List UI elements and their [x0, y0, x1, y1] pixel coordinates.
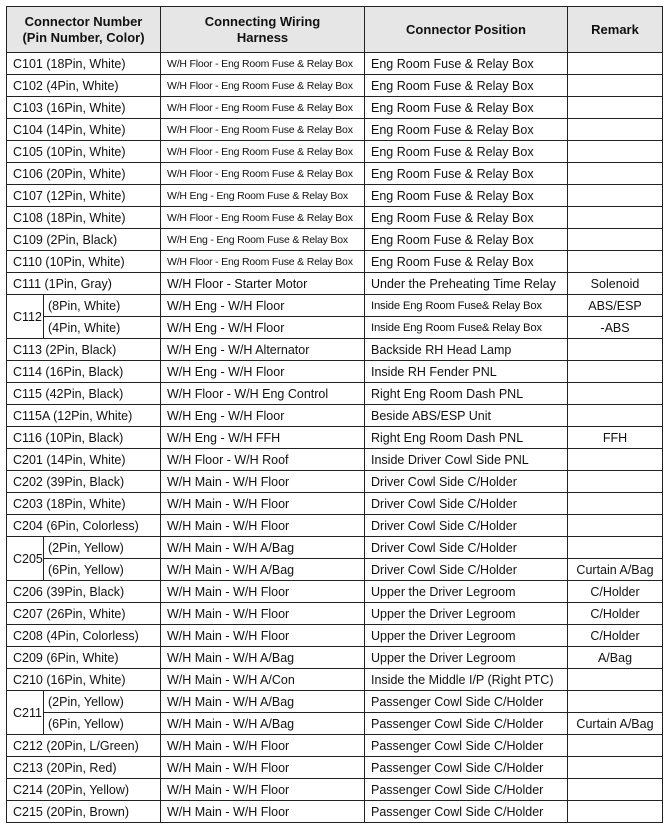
remark-cell — [568, 405, 663, 427]
harness-cell: W/H Floor - Eng Room Fuse & Relay Box — [161, 141, 365, 163]
connector-cell: C113 (2Pin, Black) — [7, 339, 161, 361]
table-row — [7, 757, 663, 779]
harness-cell: W/H Main - W/H A/Con — [161, 669, 365, 691]
table-row — [7, 801, 663, 823]
connector-cell: C111 (1Pin, Gray) — [7, 273, 161, 295]
harness-cell: W/H Floor - Eng Room Fuse & Relay Box — [161, 97, 365, 119]
connector-cell: C107 (12Pin, White) — [7, 185, 161, 207]
position-cell: Passenger Cowl Side C/Holder — [365, 713, 568, 735]
harness-cell: W/H Eng - W/H Alternator — [161, 339, 365, 361]
table-row — [7, 163, 663, 185]
harness-cell: W/H Floor - Eng Room Fuse & Relay Box — [161, 119, 365, 141]
table-row — [7, 339, 663, 361]
position-cell: Eng Room Fuse & Relay Box — [365, 53, 568, 75]
table-row — [7, 53, 663, 75]
table-row — [7, 449, 663, 471]
table-row — [7, 361, 663, 383]
position-cell: Inside Driver Cowl Side PNL — [365, 449, 568, 471]
harness-cell: W/H Main - W/H Floor — [161, 581, 365, 603]
remark-cell: C/Holder — [568, 625, 663, 647]
harness-cell: W/H Main - W/H Floor — [161, 515, 365, 537]
harness-cell: W/H Eng - W/H Floor — [161, 317, 365, 339]
remark-cell — [568, 757, 663, 779]
header-connector: Connector Number (Pin Number, Color) — [7, 7, 161, 53]
position-cell: Passenger Cowl Side C/Holder — [365, 801, 568, 823]
position-cell: Backside RH Head Lamp — [365, 339, 568, 361]
header-remark: Remark — [568, 7, 663, 53]
table-row — [7, 119, 663, 141]
position-cell: Passenger Cowl Side C/Holder — [365, 757, 568, 779]
harness-cell: W/H Eng - W/H Floor — [161, 295, 365, 317]
table-row — [7, 515, 663, 537]
table-row — [7, 383, 663, 405]
harness-cell: W/H Main - W/H Floor — [161, 493, 365, 515]
table-row — [7, 603, 663, 625]
position-cell: Right Eng Room Dash PNL — [365, 383, 568, 405]
remark-cell — [568, 537, 663, 559]
harness-cell: W/H Floor - Eng Room Fuse & Relay Box — [161, 207, 365, 229]
harness-cell: W/H Floor - W/H Eng Control — [161, 383, 365, 405]
connector-cell: C215 (20Pin, Brown) — [7, 801, 161, 823]
connector-cell: C116 (10Pin, Black) — [7, 427, 161, 449]
remark-cell — [568, 735, 663, 757]
connector-cell: C101 (18Pin, White) — [7, 53, 161, 75]
connector-cell: (6Pin, Yellow) — [44, 559, 161, 581]
connector-cell: C105 (10Pin, White) — [7, 141, 161, 163]
table-row — [7, 713, 663, 735]
remark-cell — [568, 251, 663, 273]
position-cell: Upper the Driver Legroom — [365, 603, 568, 625]
connector-cell: C110 (10Pin, White) — [7, 251, 161, 273]
remark-cell — [568, 97, 663, 119]
harness-cell: W/H Main - W/H Floor — [161, 735, 365, 757]
header-position: Connector Position — [365, 7, 568, 53]
table-row — [7, 493, 663, 515]
connector-cell: C115A (12Pin, White) — [7, 405, 161, 427]
remark-cell: A/Bag — [568, 647, 663, 669]
remark-cell — [568, 779, 663, 801]
table-row — [7, 229, 663, 251]
harness-cell: W/H Eng - W/H Floor — [161, 361, 365, 383]
connector-cell: C102 (4Pin, White) — [7, 75, 161, 97]
position-cell: Passenger Cowl Side C/Holder — [365, 735, 568, 757]
remark-cell — [568, 801, 663, 823]
position-cell: Inside the Middle I/P (Right PTC) — [365, 669, 568, 691]
connector-group-cell: C211 — [7, 691, 44, 735]
connector-cell: C202 (39Pin, Black) — [7, 471, 161, 493]
position-cell: Eng Room Fuse & Relay Box — [365, 185, 568, 207]
position-cell: Under the Preheating Time Relay — [365, 273, 568, 295]
table-row — [7, 691, 663, 713]
harness-cell: W/H Eng - Eng Room Fuse & Relay Box — [161, 185, 365, 207]
harness-cell: W/H Floor - Eng Room Fuse & Relay Box — [161, 75, 365, 97]
connector-cell: C214 (20Pin, Yellow) — [7, 779, 161, 801]
position-cell: Eng Room Fuse & Relay Box — [365, 229, 568, 251]
remark-cell — [568, 75, 663, 97]
harness-cell: W/H Main - W/H Floor — [161, 779, 365, 801]
table-row — [7, 405, 663, 427]
position-cell: Inside RH Fender PNL — [365, 361, 568, 383]
position-cell: Driver Cowl Side C/Holder — [365, 537, 568, 559]
position-cell: Upper the Driver Legroom — [365, 625, 568, 647]
table-row — [7, 207, 663, 229]
remark-cell: -ABS — [568, 317, 663, 339]
connector-cell: C204 (6Pin, Colorless) — [7, 515, 161, 537]
remark-cell — [568, 339, 663, 361]
remark-cell — [568, 207, 663, 229]
position-cell: Upper the Driver Legroom — [365, 647, 568, 669]
remark-cell — [568, 185, 663, 207]
table-row — [7, 471, 663, 493]
connector-cell: (4Pin, White) — [44, 317, 161, 339]
header-row — [7, 7, 663, 53]
table-row — [7, 251, 663, 273]
harness-cell: W/H Floor - Starter Motor — [161, 273, 365, 295]
connector-cell: C114 (16Pin, Black) — [7, 361, 161, 383]
harness-cell: W/H Floor - Eng Room Fuse & Relay Box — [161, 163, 365, 185]
remark-cell: Curtain A/Bag — [568, 559, 663, 581]
position-cell: Right Eng Room Dash PNL — [365, 427, 568, 449]
harness-cell: W/H Main - W/H Floor — [161, 801, 365, 823]
remark-cell — [568, 515, 663, 537]
harness-cell: W/H Main - W/H Floor — [161, 625, 365, 647]
harness-cell: W/H Eng - W/H Floor — [161, 405, 365, 427]
header-harness: Connecting Wiring Harness — [161, 7, 365, 53]
remark-cell — [568, 163, 663, 185]
remark-cell — [568, 383, 663, 405]
position-cell: Driver Cowl Side C/Holder — [365, 493, 568, 515]
position-cell: Inside Eng Room Fuse& Relay Box — [365, 317, 568, 339]
table-row — [7, 537, 663, 559]
position-cell: Eng Room Fuse & Relay Box — [365, 141, 568, 163]
position-cell: Passenger Cowl Side C/Holder — [365, 691, 568, 713]
connector-cell: C103 (16Pin, White) — [7, 97, 161, 119]
connector-cell: (2Pin, Yellow) — [44, 691, 161, 713]
position-cell: Eng Room Fuse & Relay Box — [365, 251, 568, 273]
harness-cell: W/H Main - W/H A/Bag — [161, 537, 365, 559]
connector-cell: C206 (39Pin, Black) — [7, 581, 161, 603]
remark-cell — [568, 229, 663, 251]
table-row — [7, 669, 663, 691]
connector-cell: C115 (42Pin, Black) — [7, 383, 161, 405]
position-cell: Eng Room Fuse & Relay Box — [365, 207, 568, 229]
table-row — [7, 317, 663, 339]
harness-cell: W/H Main - W/H Floor — [161, 471, 365, 493]
connector-cell: C210 (16Pin, White) — [7, 669, 161, 691]
position-cell: Driver Cowl Side C/Holder — [365, 471, 568, 493]
remark-cell — [568, 141, 663, 163]
harness-cell: W/H Main - W/H Floor — [161, 603, 365, 625]
position-cell: Eng Room Fuse & Relay Box — [365, 75, 568, 97]
remark-cell — [568, 471, 663, 493]
remark-cell: C/Holder — [568, 581, 663, 603]
harness-cell: W/H Floor - Eng Room Fuse & Relay Box — [161, 53, 365, 75]
table-row — [7, 581, 663, 603]
remark-cell: Curtain A/Bag — [568, 713, 663, 735]
position-cell: Eng Room Fuse & Relay Box — [365, 163, 568, 185]
connector-cell: C212 (20Pin, L/Green) — [7, 735, 161, 757]
connector-cell: C106 (20Pin, White) — [7, 163, 161, 185]
position-cell: Inside Eng Room Fuse& Relay Box — [365, 295, 568, 317]
table-row — [7, 647, 663, 669]
harness-cell: W/H Main - W/H Floor — [161, 757, 365, 779]
remark-cell — [568, 669, 663, 691]
table-row — [7, 427, 663, 449]
harness-cell: W/H Eng - Eng Room Fuse & Relay Box — [161, 229, 365, 251]
connector-table — [6, 6, 663, 823]
connector-cell: C203 (18Pin, White) — [7, 493, 161, 515]
table-row — [7, 141, 663, 163]
connector-cell: (2Pin, Yellow) — [44, 537, 161, 559]
connector-cell: C213 (20Pin, Red) — [7, 757, 161, 779]
remark-cell — [568, 53, 663, 75]
connector-cell: C108 (18Pin, White) — [7, 207, 161, 229]
harness-cell: W/H Main - W/H A/Bag — [161, 691, 365, 713]
table-row — [7, 97, 663, 119]
table-row — [7, 735, 663, 757]
harness-cell: W/H Main - W/H A/Bag — [161, 713, 365, 735]
connector-cell: (8Pin, White) — [44, 295, 161, 317]
remark-cell — [568, 449, 663, 471]
position-cell: Passenger Cowl Side C/Holder — [365, 779, 568, 801]
position-cell: Eng Room Fuse & Relay Box — [365, 97, 568, 119]
remark-cell: C/Holder — [568, 603, 663, 625]
connector-group-cell: C205 — [7, 537, 44, 581]
remark-cell — [568, 361, 663, 383]
table-row — [7, 779, 663, 801]
position-cell: Driver Cowl Side C/Holder — [365, 559, 568, 581]
table-row — [7, 625, 663, 647]
connector-cell: C209 (6Pin, White) — [7, 647, 161, 669]
harness-cell: W/H Eng - W/H FFH — [161, 427, 365, 449]
harness-cell: W/H Main - W/H A/Bag — [161, 647, 365, 669]
connector-cell: C207 (26Pin, White) — [7, 603, 161, 625]
connector-cell: C208 (4Pin, Colorless) — [7, 625, 161, 647]
position-cell: Eng Room Fuse & Relay Box — [365, 119, 568, 141]
remark-cell: Solenoid — [568, 273, 663, 295]
remark-cell — [568, 493, 663, 515]
position-cell: Upper the Driver Legroom — [365, 581, 568, 603]
connector-cell: (6Pin, Yellow) — [44, 713, 161, 735]
remark-cell: ABS/ESP — [568, 295, 663, 317]
table-row — [7, 559, 663, 581]
table-row — [7, 295, 663, 317]
harness-cell: W/H Main - W/H A/Bag — [161, 559, 365, 581]
harness-cell: W/H Floor - Eng Room Fuse & Relay Box — [161, 251, 365, 273]
connector-cell: C109 (2Pin, Black) — [7, 229, 161, 251]
remark-cell: FFH — [568, 427, 663, 449]
table-row — [7, 185, 663, 207]
position-cell: Beside ABS/ESP Unit — [365, 405, 568, 427]
table-row — [7, 75, 663, 97]
position-cell: Driver Cowl Side C/Holder — [365, 515, 568, 537]
table-row — [7, 273, 663, 295]
connector-cell: C104 (14Pin, White) — [7, 119, 161, 141]
remark-cell — [568, 691, 663, 713]
remark-cell — [568, 119, 663, 141]
connector-group-cell: C112 — [7, 295, 44, 339]
harness-cell: W/H Floor - W/H Roof — [161, 449, 365, 471]
connector-cell: C201 (14Pin, White) — [7, 449, 161, 471]
